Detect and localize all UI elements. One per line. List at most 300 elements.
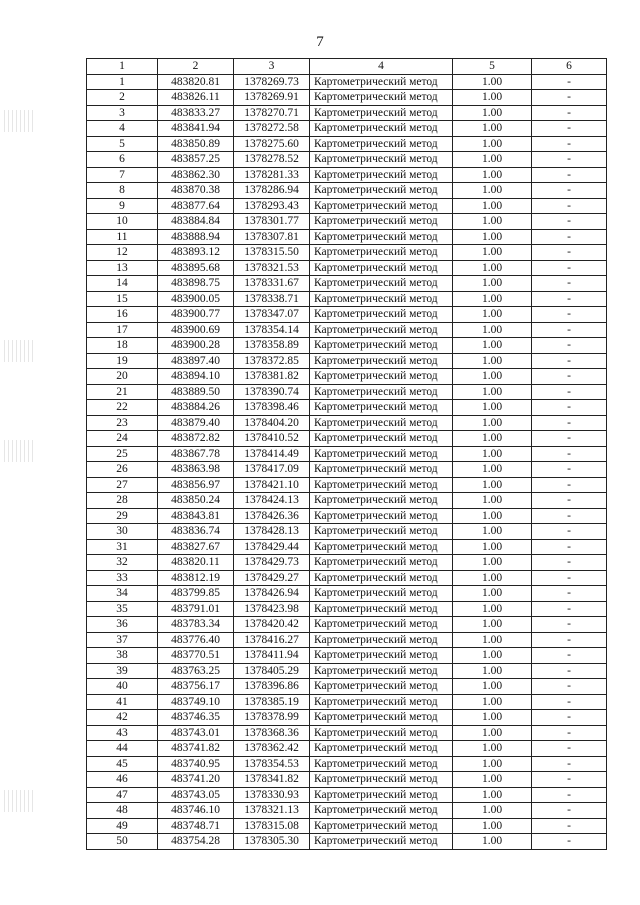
table-body xyxy=(87,74,607,849)
method-cell: Картометрический метод xyxy=(310,400,453,416)
table-row xyxy=(87,105,607,121)
y-coordinate-cell: 1378347.07 xyxy=(234,307,310,323)
note-cell: - xyxy=(532,617,607,633)
note-cell: - xyxy=(532,214,607,230)
note-cell: - xyxy=(532,477,607,493)
y-coordinate-cell: 1378378.99 xyxy=(234,710,310,726)
point-number-cell: 4 xyxy=(87,121,158,137)
accuracy-cell: 1.00 xyxy=(453,214,532,230)
y-coordinate-cell: 1378301.77 xyxy=(234,214,310,230)
accuracy-cell: 1.00 xyxy=(453,229,532,245)
x-coordinate-cell: 483820.11 xyxy=(158,555,234,571)
note-cell: - xyxy=(532,415,607,431)
method-cell: Картометрический метод xyxy=(310,183,453,199)
x-coordinate-cell: 483850.89 xyxy=(158,136,234,152)
method-cell: Картометрический метод xyxy=(310,74,453,90)
point-number-cell: 10 xyxy=(87,214,158,230)
note-cell: - xyxy=(532,276,607,292)
x-coordinate-cell: 483740.95 xyxy=(158,756,234,772)
note-cell: - xyxy=(532,121,607,137)
table-row xyxy=(87,214,607,230)
accuracy-cell: 1.00 xyxy=(453,772,532,788)
point-number-cell: 47 xyxy=(87,787,158,803)
note-cell: - xyxy=(532,694,607,710)
y-coordinate-cell: 1378269.73 xyxy=(234,74,310,90)
method-cell: Картометрический метод xyxy=(310,524,453,540)
method-cell: Картометрический метод xyxy=(310,105,453,121)
method-cell: Картометрический метод xyxy=(310,462,453,478)
x-coordinate-cell: 483763.25 xyxy=(158,663,234,679)
y-coordinate-cell: 1378307.81 xyxy=(234,229,310,245)
x-coordinate-cell: 483748.71 xyxy=(158,818,234,834)
note-cell: - xyxy=(532,183,607,199)
method-cell: Картометрический метод xyxy=(310,617,453,633)
accuracy-cell: 1.00 xyxy=(453,90,532,106)
x-coordinate-cell: 483746.10 xyxy=(158,803,234,819)
column-header: 6 xyxy=(532,59,607,75)
method-cell: Картометрический метод xyxy=(310,710,453,726)
x-coordinate-cell: 483756.17 xyxy=(158,679,234,695)
point-number-cell: 22 xyxy=(87,400,158,416)
y-coordinate-cell: 1378429.44 xyxy=(234,539,310,555)
table-row xyxy=(87,617,607,633)
note-cell: - xyxy=(532,384,607,400)
table-row xyxy=(87,353,607,369)
table-row xyxy=(87,74,607,90)
method-cell: Картометрический метод xyxy=(310,369,453,385)
table-row xyxy=(87,152,607,168)
note-cell: - xyxy=(532,493,607,509)
scan-noise-mark xyxy=(4,110,34,132)
accuracy-cell: 1.00 xyxy=(453,369,532,385)
note-cell: - xyxy=(532,307,607,323)
coordinates-table xyxy=(86,58,607,850)
table-row xyxy=(87,539,607,555)
note-cell: - xyxy=(532,725,607,741)
table-row xyxy=(87,663,607,679)
point-number-cell: 35 xyxy=(87,601,158,617)
method-cell: Картометрический метод xyxy=(310,632,453,648)
note-cell: - xyxy=(532,539,607,555)
note-cell: - xyxy=(532,756,607,772)
y-coordinate-cell: 1378390.74 xyxy=(234,384,310,400)
accuracy-cell: 1.00 xyxy=(453,167,532,183)
note-cell: - xyxy=(532,508,607,524)
column-header: 1 xyxy=(87,59,158,75)
y-coordinate-cell: 1378396.86 xyxy=(234,679,310,695)
method-cell: Картометрический метод xyxy=(310,384,453,400)
note-cell: - xyxy=(532,353,607,369)
table-row xyxy=(87,524,607,540)
point-number-cell: 48 xyxy=(87,803,158,819)
x-coordinate-cell: 483870.38 xyxy=(158,183,234,199)
x-coordinate-cell: 483867.78 xyxy=(158,446,234,462)
accuracy-cell: 1.00 xyxy=(453,586,532,602)
accuracy-cell: 1.00 xyxy=(453,121,532,137)
point-number-cell: 6 xyxy=(87,152,158,168)
point-number-cell: 37 xyxy=(87,632,158,648)
accuracy-cell: 1.00 xyxy=(453,446,532,462)
y-coordinate-cell: 1378424.13 xyxy=(234,493,310,509)
table-row xyxy=(87,121,607,137)
accuracy-cell: 1.00 xyxy=(453,183,532,199)
point-number-cell: 2 xyxy=(87,90,158,106)
accuracy-cell: 1.00 xyxy=(453,105,532,121)
point-number-cell: 24 xyxy=(87,431,158,447)
table-row xyxy=(87,291,607,307)
accuracy-cell: 1.00 xyxy=(453,555,532,571)
point-number-cell: 20 xyxy=(87,369,158,385)
note-cell: - xyxy=(532,710,607,726)
table-row xyxy=(87,772,607,788)
method-cell: Картометрический метод xyxy=(310,276,453,292)
table-row xyxy=(87,260,607,276)
method-cell: Картометрический метод xyxy=(310,198,453,214)
note-cell: - xyxy=(532,586,607,602)
method-cell: Картометрический метод xyxy=(310,338,453,354)
x-coordinate-cell: 483799.85 xyxy=(158,586,234,602)
method-cell: Картометрический метод xyxy=(310,431,453,447)
x-coordinate-cell: 483826.11 xyxy=(158,90,234,106)
x-coordinate-cell: 483843.81 xyxy=(158,508,234,524)
accuracy-cell: 1.00 xyxy=(453,508,532,524)
accuracy-cell: 1.00 xyxy=(453,694,532,710)
x-coordinate-cell: 483770.51 xyxy=(158,648,234,664)
accuracy-cell: 1.00 xyxy=(453,477,532,493)
note-cell: - xyxy=(532,167,607,183)
accuracy-cell: 1.00 xyxy=(453,260,532,276)
accuracy-cell: 1.00 xyxy=(453,601,532,617)
method-cell: Картометрический метод xyxy=(310,322,453,338)
table-row xyxy=(87,725,607,741)
page-number: 7 xyxy=(316,34,324,50)
method-cell: Картометрический метод xyxy=(310,152,453,168)
x-coordinate-cell: 483857.25 xyxy=(158,152,234,168)
table-row xyxy=(87,756,607,772)
note-cell: - xyxy=(532,663,607,679)
y-coordinate-cell: 1378405.29 xyxy=(234,663,310,679)
method-cell: Картометрический метод xyxy=(310,555,453,571)
y-coordinate-cell: 1378315.08 xyxy=(234,818,310,834)
accuracy-cell: 1.00 xyxy=(453,152,532,168)
note-cell: - xyxy=(532,803,607,819)
scan-noise-mark xyxy=(4,340,34,362)
x-coordinate-cell: 483900.28 xyxy=(158,338,234,354)
y-coordinate-cell: 1378286.94 xyxy=(234,183,310,199)
y-coordinate-cell: 1378426.94 xyxy=(234,586,310,602)
table-row xyxy=(87,803,607,819)
accuracy-cell: 1.00 xyxy=(453,803,532,819)
x-coordinate-cell: 483900.69 xyxy=(158,322,234,338)
table-row xyxy=(87,834,607,850)
y-coordinate-cell: 1378410.52 xyxy=(234,431,310,447)
y-coordinate-cell: 1378315.50 xyxy=(234,245,310,261)
method-cell: Картометрический метод xyxy=(310,245,453,261)
y-coordinate-cell: 1378428.13 xyxy=(234,524,310,540)
point-number-cell: 12 xyxy=(87,245,158,261)
x-coordinate-cell: 483884.84 xyxy=(158,214,234,230)
point-number-cell: 50 xyxy=(87,834,158,850)
x-coordinate-cell: 483877.64 xyxy=(158,198,234,214)
method-cell: Картометрический метод xyxy=(310,353,453,369)
accuracy-cell: 1.00 xyxy=(453,818,532,834)
accuracy-cell: 1.00 xyxy=(453,462,532,478)
note-cell: - xyxy=(532,245,607,261)
method-cell: Картометрический метод xyxy=(310,260,453,276)
point-number-cell: 29 xyxy=(87,508,158,524)
point-number-cell: 5 xyxy=(87,136,158,152)
table-row xyxy=(87,632,607,648)
method-cell: Картометрический метод xyxy=(310,477,453,493)
point-number-cell: 42 xyxy=(87,710,158,726)
note-cell: - xyxy=(532,105,607,121)
method-cell: Картометрический метод xyxy=(310,803,453,819)
point-number-cell: 44 xyxy=(87,741,158,757)
table-row xyxy=(87,136,607,152)
point-number-cell: 7 xyxy=(87,167,158,183)
y-coordinate-cell: 1378421.10 xyxy=(234,477,310,493)
x-coordinate-cell: 483897.40 xyxy=(158,353,234,369)
x-coordinate-cell: 483791.01 xyxy=(158,601,234,617)
x-coordinate-cell: 483841.94 xyxy=(158,121,234,137)
x-coordinate-cell: 483776.40 xyxy=(158,632,234,648)
accuracy-cell: 1.00 xyxy=(453,570,532,586)
accuracy-cell: 1.00 xyxy=(453,291,532,307)
scan-noise-mark xyxy=(4,790,34,812)
note-cell: - xyxy=(532,648,607,664)
accuracy-cell: 1.00 xyxy=(453,400,532,416)
x-coordinate-cell: 483863.98 xyxy=(158,462,234,478)
method-cell: Картометрический метод xyxy=(310,570,453,586)
y-coordinate-cell: 1378381.82 xyxy=(234,369,310,385)
table-row xyxy=(87,167,607,183)
note-cell: - xyxy=(532,462,607,478)
note-cell: - xyxy=(532,772,607,788)
accuracy-cell: 1.00 xyxy=(453,648,532,664)
point-number-cell: 34 xyxy=(87,586,158,602)
point-number-cell: 14 xyxy=(87,276,158,292)
accuracy-cell: 1.00 xyxy=(453,834,532,850)
accuracy-cell: 1.00 xyxy=(453,245,532,261)
accuracy-cell: 1.00 xyxy=(453,679,532,695)
note-cell: - xyxy=(532,632,607,648)
x-coordinate-cell: 483856.97 xyxy=(158,477,234,493)
accuracy-cell: 1.00 xyxy=(453,710,532,726)
method-cell: Картометрический метод xyxy=(310,834,453,850)
accuracy-cell: 1.00 xyxy=(453,276,532,292)
table-row xyxy=(87,601,607,617)
x-coordinate-cell: 483743.01 xyxy=(158,725,234,741)
method-cell: Картометрический метод xyxy=(310,787,453,803)
point-number-cell: 45 xyxy=(87,756,158,772)
x-coordinate-cell: 483898.75 xyxy=(158,276,234,292)
point-number-cell: 36 xyxy=(87,617,158,633)
note-cell: - xyxy=(532,446,607,462)
method-cell: Картометрический метод xyxy=(310,415,453,431)
accuracy-cell: 1.00 xyxy=(453,307,532,323)
note-cell: - xyxy=(532,369,607,385)
note-cell: - xyxy=(532,741,607,757)
accuracy-cell: 1.00 xyxy=(453,415,532,431)
table-row xyxy=(87,741,607,757)
method-cell: Картометрический метод xyxy=(310,136,453,152)
table-row xyxy=(87,369,607,385)
table-row xyxy=(87,710,607,726)
column-header: 5 xyxy=(453,59,532,75)
x-coordinate-cell: 483900.05 xyxy=(158,291,234,307)
x-coordinate-cell: 483743.05 xyxy=(158,787,234,803)
accuracy-cell: 1.00 xyxy=(453,725,532,741)
note-cell: - xyxy=(532,570,607,586)
note-cell: - xyxy=(532,818,607,834)
point-number-cell: 1 xyxy=(87,74,158,90)
table-row xyxy=(87,384,607,400)
note-cell: - xyxy=(532,74,607,90)
x-coordinate-cell: 483894.10 xyxy=(158,369,234,385)
method-cell: Картометрический метод xyxy=(310,493,453,509)
y-coordinate-cell: 1378372.85 xyxy=(234,353,310,369)
method-cell: Картометрический метод xyxy=(310,539,453,555)
y-coordinate-cell: 1378426.36 xyxy=(234,508,310,524)
table-row xyxy=(87,555,607,571)
point-number-cell: 13 xyxy=(87,260,158,276)
note-cell: - xyxy=(532,260,607,276)
method-cell: Картометрический метод xyxy=(310,214,453,230)
x-coordinate-cell: 483879.40 xyxy=(158,415,234,431)
accuracy-cell: 1.00 xyxy=(453,353,532,369)
table-row xyxy=(87,322,607,338)
table-row xyxy=(87,477,607,493)
method-cell: Картометрический метод xyxy=(310,446,453,462)
y-coordinate-cell: 1378429.27 xyxy=(234,570,310,586)
point-number-cell: 40 xyxy=(87,679,158,695)
table-row xyxy=(87,493,607,509)
x-coordinate-cell: 483754.28 xyxy=(158,834,234,850)
column-header: 2 xyxy=(158,59,234,75)
point-number-cell: 49 xyxy=(87,818,158,834)
note-cell: - xyxy=(532,524,607,540)
y-coordinate-cell: 1378429.73 xyxy=(234,555,310,571)
note-cell: - xyxy=(532,400,607,416)
x-coordinate-cell: 483872.82 xyxy=(158,431,234,447)
table-row xyxy=(87,183,607,199)
point-number-cell: 41 xyxy=(87,694,158,710)
point-number-cell: 23 xyxy=(87,415,158,431)
method-cell: Картометрический метод xyxy=(310,90,453,106)
accuracy-cell: 1.00 xyxy=(453,539,532,555)
note-cell: - xyxy=(532,338,607,354)
point-number-cell: 8 xyxy=(87,183,158,199)
x-coordinate-cell: 483884.26 xyxy=(158,400,234,416)
note-cell: - xyxy=(532,152,607,168)
table-row xyxy=(87,90,607,106)
point-number-cell: 33 xyxy=(87,570,158,586)
method-cell: Картометрический метод xyxy=(310,756,453,772)
table-row xyxy=(87,245,607,261)
accuracy-cell: 1.00 xyxy=(453,756,532,772)
accuracy-cell: 1.00 xyxy=(453,524,532,540)
point-number-cell: 46 xyxy=(87,772,158,788)
method-cell: Картометрический метод xyxy=(310,121,453,137)
y-coordinate-cell: 1378272.58 xyxy=(234,121,310,137)
method-cell: Картометрический метод xyxy=(310,229,453,245)
method-cell: Картометрический метод xyxy=(310,648,453,664)
note-cell: - xyxy=(532,679,607,695)
table-row xyxy=(87,570,607,586)
x-coordinate-cell: 483895.68 xyxy=(158,260,234,276)
method-cell: Картометрический метод xyxy=(310,772,453,788)
x-coordinate-cell: 483889.50 xyxy=(158,384,234,400)
point-number-cell: 43 xyxy=(87,725,158,741)
table-row xyxy=(87,787,607,803)
x-coordinate-cell: 483812.19 xyxy=(158,570,234,586)
x-coordinate-cell: 483888.94 xyxy=(158,229,234,245)
column-header: 3 xyxy=(234,59,310,75)
x-coordinate-cell: 483746.35 xyxy=(158,710,234,726)
x-coordinate-cell: 483836.74 xyxy=(158,524,234,540)
y-coordinate-cell: 1378321.53 xyxy=(234,260,310,276)
y-coordinate-cell: 1378368.36 xyxy=(234,725,310,741)
table-row xyxy=(87,508,607,524)
y-coordinate-cell: 1378270.71 xyxy=(234,105,310,121)
y-coordinate-cell: 1378416.27 xyxy=(234,632,310,648)
accuracy-cell: 1.00 xyxy=(453,741,532,757)
note-cell: - xyxy=(532,291,607,307)
scan-noise-mark xyxy=(4,440,34,462)
accuracy-cell: 1.00 xyxy=(453,136,532,152)
method-cell: Картометрический метод xyxy=(310,663,453,679)
method-cell: Картометрический метод xyxy=(310,167,453,183)
accuracy-cell: 1.00 xyxy=(453,663,532,679)
note-cell: - xyxy=(532,787,607,803)
accuracy-cell: 1.00 xyxy=(453,493,532,509)
note-cell: - xyxy=(532,601,607,617)
point-number-cell: 9 xyxy=(87,198,158,214)
y-coordinate-cell: 1378362.42 xyxy=(234,741,310,757)
note-cell: - xyxy=(532,90,607,106)
y-coordinate-cell: 1378305.30 xyxy=(234,834,310,850)
point-number-cell: 31 xyxy=(87,539,158,555)
x-coordinate-cell: 483783.34 xyxy=(158,617,234,633)
y-coordinate-cell: 1378354.53 xyxy=(234,756,310,772)
y-coordinate-cell: 1378293.43 xyxy=(234,198,310,214)
y-coordinate-cell: 1378358.89 xyxy=(234,338,310,354)
accuracy-cell: 1.00 xyxy=(453,74,532,90)
accuracy-cell: 1.00 xyxy=(453,632,532,648)
table-row xyxy=(87,586,607,602)
column-header: 4 xyxy=(310,59,453,75)
y-coordinate-cell: 1378423.98 xyxy=(234,601,310,617)
table-row xyxy=(87,679,607,695)
note-cell: - xyxy=(532,834,607,850)
x-coordinate-cell: 483862.30 xyxy=(158,167,234,183)
x-coordinate-cell: 483833.27 xyxy=(158,105,234,121)
table-row xyxy=(87,338,607,354)
point-number-cell: 25 xyxy=(87,446,158,462)
table-row xyxy=(87,462,607,478)
note-cell: - xyxy=(532,229,607,245)
accuracy-cell: 1.00 xyxy=(453,338,532,354)
x-coordinate-cell: 483900.77 xyxy=(158,307,234,323)
y-coordinate-cell: 1378420.42 xyxy=(234,617,310,633)
x-coordinate-cell: 483749.10 xyxy=(158,694,234,710)
table-row xyxy=(87,694,607,710)
table-row xyxy=(87,400,607,416)
method-cell: Картометрический метод xyxy=(310,601,453,617)
method-cell: Картометрический метод xyxy=(310,508,453,524)
note-cell: - xyxy=(532,136,607,152)
table-row xyxy=(87,818,607,834)
